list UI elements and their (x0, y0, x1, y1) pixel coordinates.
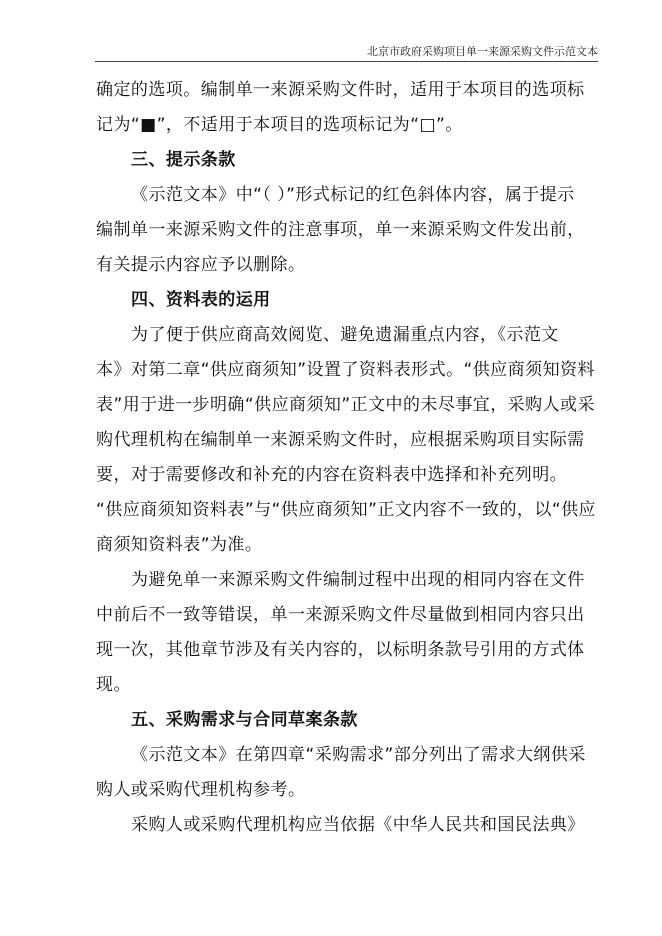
paragraph-line: 有关提示内容应予以删除。 (96, 255, 306, 275)
paragraph-line: “供应商须知资料表”与“供应商须知”正文内容不一致的，以“供应 (96, 500, 596, 520)
section-heading-5: 五、采购需求与合同草案条款 (131, 710, 358, 730)
paragraph-line: 现一次，其他章节涉及有关内容的，以标明条款号引用的方式体 (96, 640, 585, 660)
section-heading-4: 四、资料表的运用 (131, 290, 271, 310)
paragraph-line: 为了便于供应商高效阅览、避免遗漏重点内容，《示范文 (131, 325, 559, 345)
paragraph-line: 购人或采购代理机构参考。 (96, 780, 306, 800)
paragraph-line: 本》对第二章“供应商须知”设置了资料表形式。“供应商须知资料 (96, 360, 595, 380)
paragraph-line: 现。 (96, 675, 131, 695)
header-divider (95, 61, 598, 62)
paragraph-line: 表”用于进一步明确“供应商须知”正文中的未尽事宜，采购人或采 (96, 395, 595, 415)
paragraph-line: 中前后不一致等错误，单一来源采购文件尽量做到相同内容只出 (96, 605, 585, 625)
paragraph-line: 商须知资料表”为准。 (96, 535, 263, 555)
paragraph-line: 编制单一来源采购文件的注意事项，单一来源采购文件发出前， (96, 220, 585, 240)
paragraph-line: 《示范文本》在第四章“采购需求”部分列出了需求大纲供采 (131, 745, 586, 765)
paragraph-line: 购代理机构在编制单一来源采购文件时，应根据采购项目实际需 (96, 430, 585, 450)
paragraph-line: 要，对于需要修改和补充的内容在资料表中选择和补充列明。 (96, 465, 568, 485)
running-header: 北京市政府采购项目单一来源采购文件示范文本 (367, 45, 598, 58)
paragraph-line: 采购人或采购代理机构应当依据《中华人民共和国民法典》 (131, 815, 585, 835)
paragraph-line: 为避免单一来源采购文件编制过程中出现的相同内容在文件 (131, 570, 585, 590)
paragraph-line: 记为“■”，不适用于本项目的选项标记为“□”。 (96, 115, 463, 135)
paragraph-line: 确定的选项。编制单一来源采购文件时，适用于本项目的选项标 (96, 80, 585, 100)
paragraph-line: 《示范文本》中“（ ）”形式标记的红色斜体内容，属于提示 (131, 185, 575, 205)
section-heading-3: 三、提示条款 (131, 150, 236, 170)
